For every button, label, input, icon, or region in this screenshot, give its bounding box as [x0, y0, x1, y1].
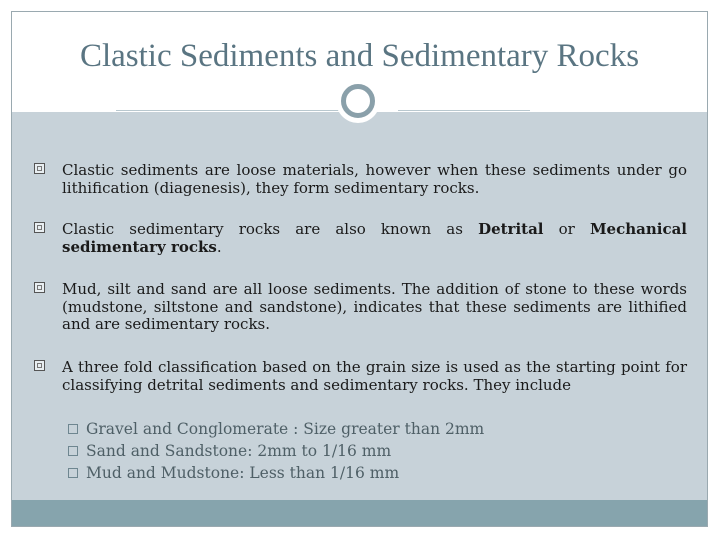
bullet-item — [62, 221, 687, 256]
bold-term: Mechanical sedimentary rocks — [62, 220, 687, 256]
sub-bullet-item — [86, 462, 399, 484]
title-divider-left — [116, 110, 344, 111]
sub-bullet-item — [86, 418, 484, 440]
bullet-text: A three fold classification based on the grain size is used as the starting point for classifying detrital sediments and sedimentary rocks. They include — [62, 358, 687, 394]
checkbox-bullet-icon — [34, 163, 45, 174]
title-ring-ornament — [336, 79, 380, 123]
footer-bar — [12, 500, 707, 526]
square-bullet-icon — [68, 468, 78, 478]
title-divider-right — [398, 110, 530, 111]
checkbox-bullet-icon — [34, 282, 45, 293]
bullet-text: Clastic sediments are loose materials, however when these sediments under go lithification (diagenesis), they form sedimentary rocks. — [62, 161, 687, 197]
slide-frame — [11, 11, 708, 527]
sub-bullet-text: Mud and Mudstone: Less than 1/16 mm — [86, 464, 400, 482]
slide-title: Clastic Sediments and Sedimentary Rocks — [79, 38, 640, 74]
bold-term: Detrital — [478, 220, 544, 238]
bullet-text: . — [216, 237, 222, 256]
bullet-item — [62, 281, 687, 334]
bullet-text: Mud, silt and sand are all loose sediments. The addition of stone to these words (mudstone, siltstone and sandstone), indicates that these sediments are lithified and are sedimentary rocks. — [62, 280, 687, 333]
bullet-text: Clastic sedimentary rocks are also known as — [62, 220, 479, 238]
bullet-item — [62, 162, 687, 197]
square-bullet-icon — [68, 446, 78, 456]
bullet-item — [62, 359, 687, 394]
sub-bullet-text: Gravel and Conglomerate : Size greater than 2mm — [86, 420, 485, 438]
sub-bullet-item — [86, 440, 391, 462]
checkbox-bullet-icon — [34, 360, 45, 371]
content-area — [12, 112, 707, 501]
bullet-text: or — [543, 220, 590, 238]
sub-bullet-text: Sand and Sandstone: 2mm to 1/16 mm — [86, 442, 392, 460]
checkbox-bullet-icon — [34, 222, 45, 233]
square-bullet-icon — [68, 424, 78, 434]
ring-inner-icon — [341, 84, 375, 118]
